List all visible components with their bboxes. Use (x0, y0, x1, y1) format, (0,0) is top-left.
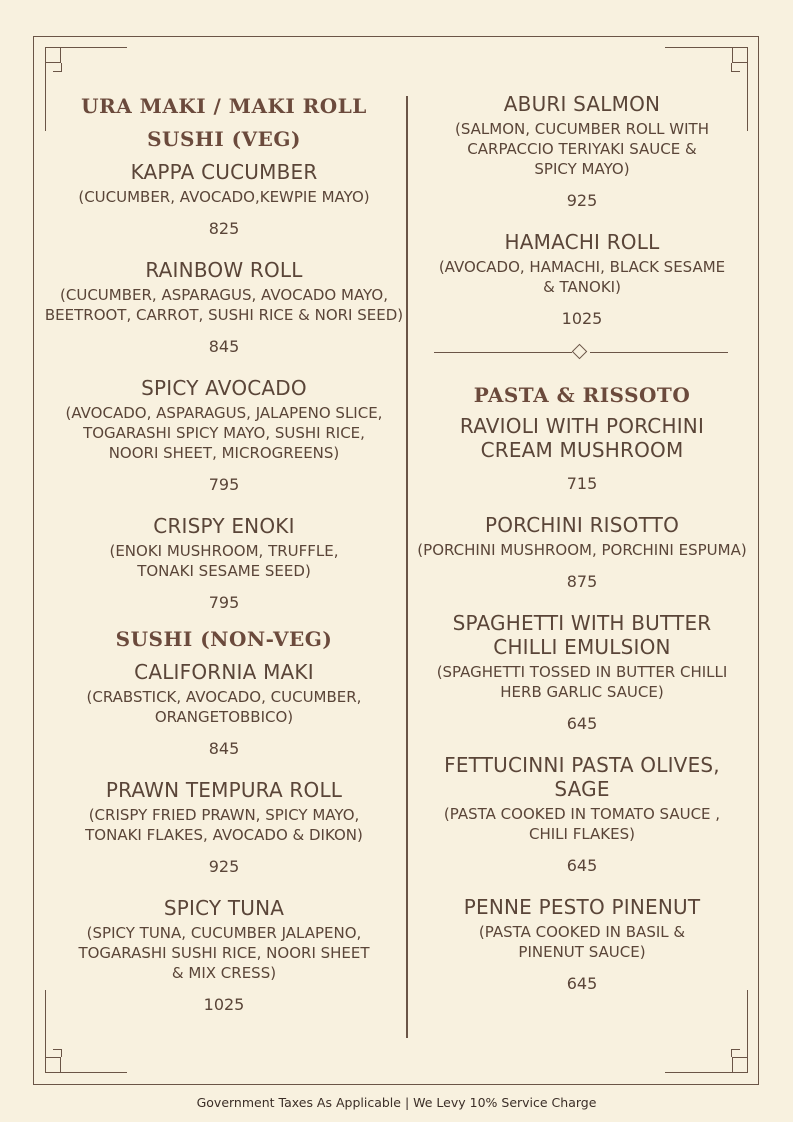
item-description: (AVOCADO, HAMACHI, BLACK SESAME & TANOKI) (438, 258, 726, 296)
item-name: ABURI SALMON (503, 92, 661, 116)
item-name: RAINBOW ROLL (145, 258, 303, 282)
item-price: 715 (566, 474, 598, 493)
item-description: (PORCHINI MUSHROOM, PORCHINI ESPUMA) (417, 541, 747, 559)
item-price: 795 (208, 593, 240, 612)
item-name: PENNE PESTO PINENUT (463, 895, 701, 919)
item-description: (AVOCADO, ASPARAGUS, JALAPENO SLICE, TOGARASHI SPICY MAYO, SUSHI RICE, NOORI SHEET, MICROGREENS) (65, 404, 383, 462)
diamond-icon (572, 344, 588, 360)
section-title-nonveg-sushi (40, 623, 408, 656)
item-price: 925 (208, 857, 240, 876)
menu-item (410, 611, 754, 734)
item-name: CRISPY ENOKI (153, 514, 295, 538)
menu-item (40, 160, 408, 239)
left-column (40, 90, 408, 1015)
item-description: (CRABSTICK, AVOCADO, CUCUMBER, ORANGETOBBICO) (86, 688, 362, 726)
item-description: (SPAGHETTI TOSSED IN BUTTER CHILLI HERB GARLIC SAUCE) (436, 663, 728, 701)
section-title-line: URA MAKI / MAKI ROLL (81, 94, 367, 118)
item-description: (PASTA COOKED IN TOMATO SAUCE , CHILI FLAKES) (443, 805, 721, 843)
item-name: SPAGHETTI WITH BUTTER CHILLI EMULSION (452, 611, 712, 659)
item-price: 845 (208, 337, 240, 356)
footer-note: Government Taxes As Applicable | We Levy 10% Service Charge (196, 1095, 597, 1110)
item-price: 645 (566, 974, 598, 993)
item-description: (PASTA COOKED IN BASIL & PINENUT SAUCE) (478, 923, 686, 961)
item-price: 875 (566, 572, 598, 591)
menu-item (40, 660, 408, 759)
item-price: 645 (566, 714, 598, 733)
item-name: PRAWN TEMPURA ROLL (105, 778, 343, 802)
item-price: 1025 (561, 309, 603, 328)
item-name: SPICY AVOCADO (141, 376, 307, 400)
item-description: (SPICY TUNA, CUCUMBER JALAPENO, TOGARASHI SUSHI RICE, NOORI SHEET & MIX CRESS) (78, 924, 370, 982)
menu-item (410, 92, 754, 211)
item-price: 645 (566, 856, 598, 875)
item-price: 925 (566, 191, 598, 210)
item-price: 1025 (203, 995, 245, 1014)
section-title-pasta-risotto: PASTA & RISSOTO (473, 383, 691, 407)
section-title-line: SUSHI (NON-VEG) (115, 627, 333, 651)
section-title-line: SUSHI (VEG) (147, 127, 301, 151)
item-description: (CUCUMBER, ASPARAGUS, AVOCADO MAYO, BEETROOT, CARROT, SUSHI RICE & NORI SEED) (44, 286, 404, 324)
item-price: 825 (208, 219, 240, 238)
menu-item (40, 514, 408, 613)
item-name: KAPPA CUCUMBER (130, 160, 318, 184)
item-description: (CRISPY FRIED PRAWN, SPICY MAYO, TONAKI FLAKES, AVOCADO & DIKON) (85, 806, 363, 844)
item-description: (CUCUMBER, AVOCADO,KEWPIE MAYO) (78, 188, 370, 206)
item-price: 795 (208, 475, 240, 494)
menu-item (410, 753, 754, 876)
item-name: SPICY TUNA (163, 896, 285, 920)
item-name: PORCHINI RISOTTO (484, 513, 680, 537)
item-name: FETTUCINNI PASTA OLIVES, SAGE (444, 753, 720, 801)
item-description: (SALMON, CUCUMBER ROLL WITH CARPACCIO TERIYAKI SAUCE & SPICY MAYO) (455, 120, 709, 178)
diamond-divider-ornament (410, 343, 754, 363)
menu-item (410, 895, 754, 994)
menu-item (40, 896, 408, 1015)
item-name: HAMACHI ROLL (504, 230, 660, 254)
item-description: (ENOKI MUSHROOM, TRUFFLE, TONAKI SESAME SEED) (109, 542, 339, 580)
menu-item (40, 376, 408, 495)
item-name: CALIFORNIA MAKI (134, 660, 314, 684)
menu-item (410, 513, 754, 592)
menu-item (410, 414, 754, 494)
item-price: 845 (208, 739, 240, 758)
item-name: RAVIOLI WITH PORCHINI CREAM MUSHROOM (459, 414, 705, 462)
menu-item (40, 258, 408, 357)
menu-item (410, 230, 754, 329)
right-column (410, 90, 754, 994)
menu-item (40, 778, 408, 877)
section-title-veg-sushi (40, 90, 408, 156)
